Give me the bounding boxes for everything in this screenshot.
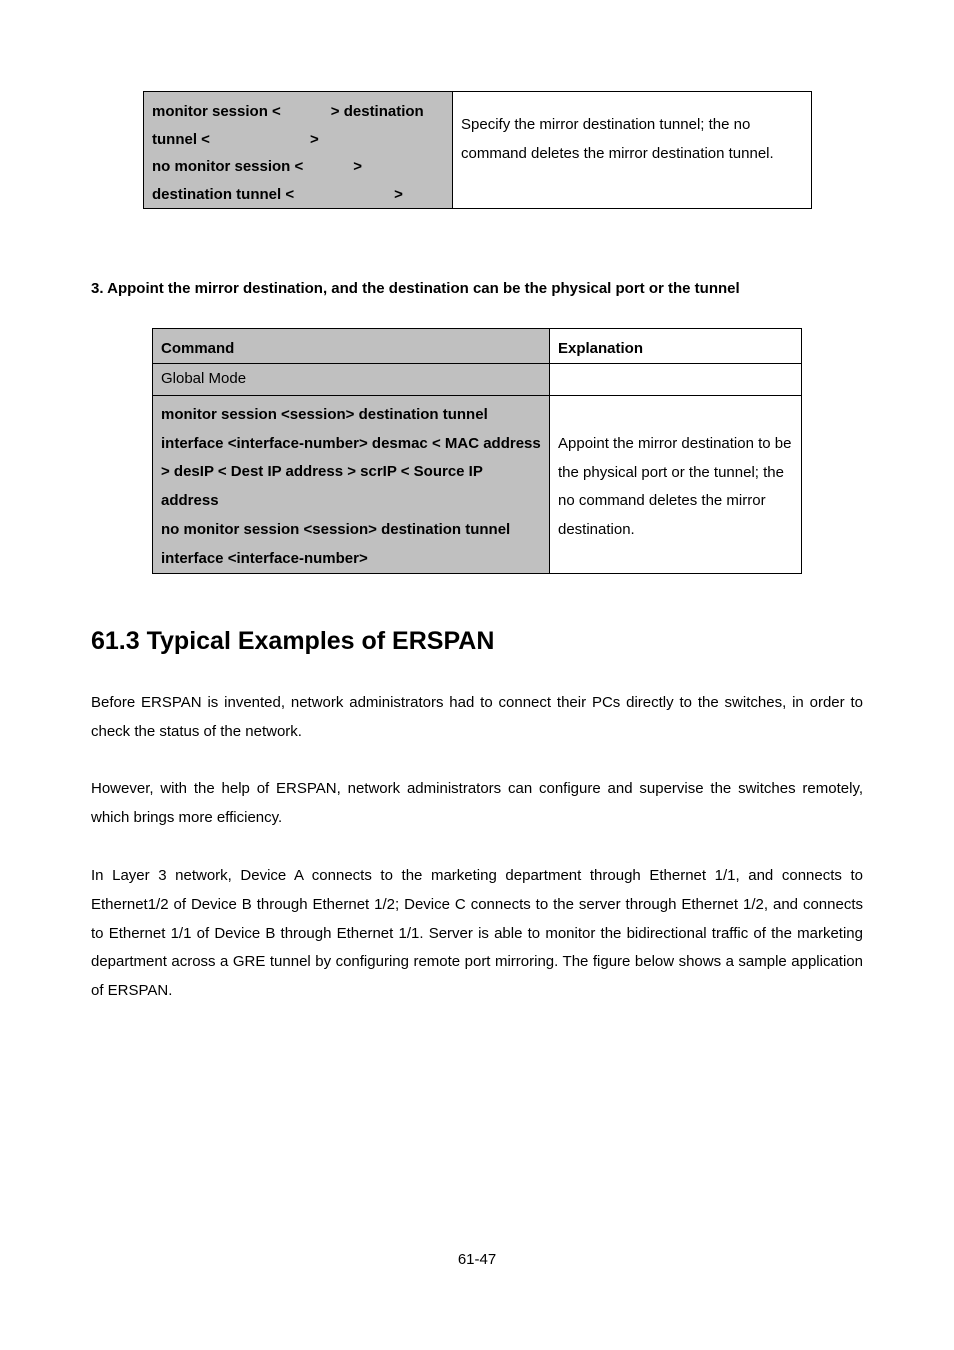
step-heading: 3. Appoint the mirror destination, and the destination can be the physical port or the tunnel	[91, 280, 740, 297]
paragraph: However, with the help of ERSPAN, network administrators can configure and supervise the switches remotely, which brings more efficiency.	[91, 780, 863, 826]
mode-cell: Global Mode	[153, 364, 550, 396]
command-line: destination tunnel < >	[152, 185, 403, 203]
command-text: monitor session <session> destination tunnel interface <interface-number> desmac < MAC address > desIP < Dest IP address > scrIP < Source IP address	[161, 406, 541, 510]
mirror-destination-command-table	[152, 328, 802, 574]
paragraph: In Layer 3 network, Device A connects to the marketing department through Ethernet 1/1, and connects to Ethernet1/2 of Device B through Ethernet 1/2; Device C connects to the server through Ethernet 1/2, and connects to Ethernet 1/1 of Device B through Ethernet 1/1. Server is able to monitor the bidirectional traffic of the marketing department across a GRE tunnel by configuring remote port mirroring. The figure below shows a sample application of ERSPAN.	[91, 867, 863, 1000]
command-cell	[153, 396, 550, 574]
command-text-no: no monitor session <session> destination tunnel interface <interface-number>	[161, 520, 511, 567]
tunnel-explanation-cell: Specify the mirror destination tunnel; the no command deletes the mirror destination tunnel.	[453, 92, 812, 209]
paragraph: Before ERSPAN is invented, network administrators had to connect their PCs directly to the switches, in order to check the status of the network.	[91, 694, 863, 740]
column-header-explanation: Explanation	[550, 329, 802, 364]
tunnel-command-table	[143, 91, 812, 209]
page-number: 61-47	[457, 1251, 497, 1268]
mode-empty-cell	[550, 364, 802, 396]
command-line: tunnel < >	[152, 130, 319, 148]
command-line: monitor session < > destination	[152, 103, 424, 120]
command-line: no monitor session < >	[152, 158, 363, 175]
explanation-cell: Appoint the mirror destination to be the physical port or the tunnel; the no command deletes the mirror destination.	[550, 396, 802, 574]
section-title: 61.3 Typical Examples of ERSPAN	[91, 627, 495, 655]
column-header-command: Command	[153, 329, 550, 364]
tunnel-command-cell	[144, 92, 453, 209]
